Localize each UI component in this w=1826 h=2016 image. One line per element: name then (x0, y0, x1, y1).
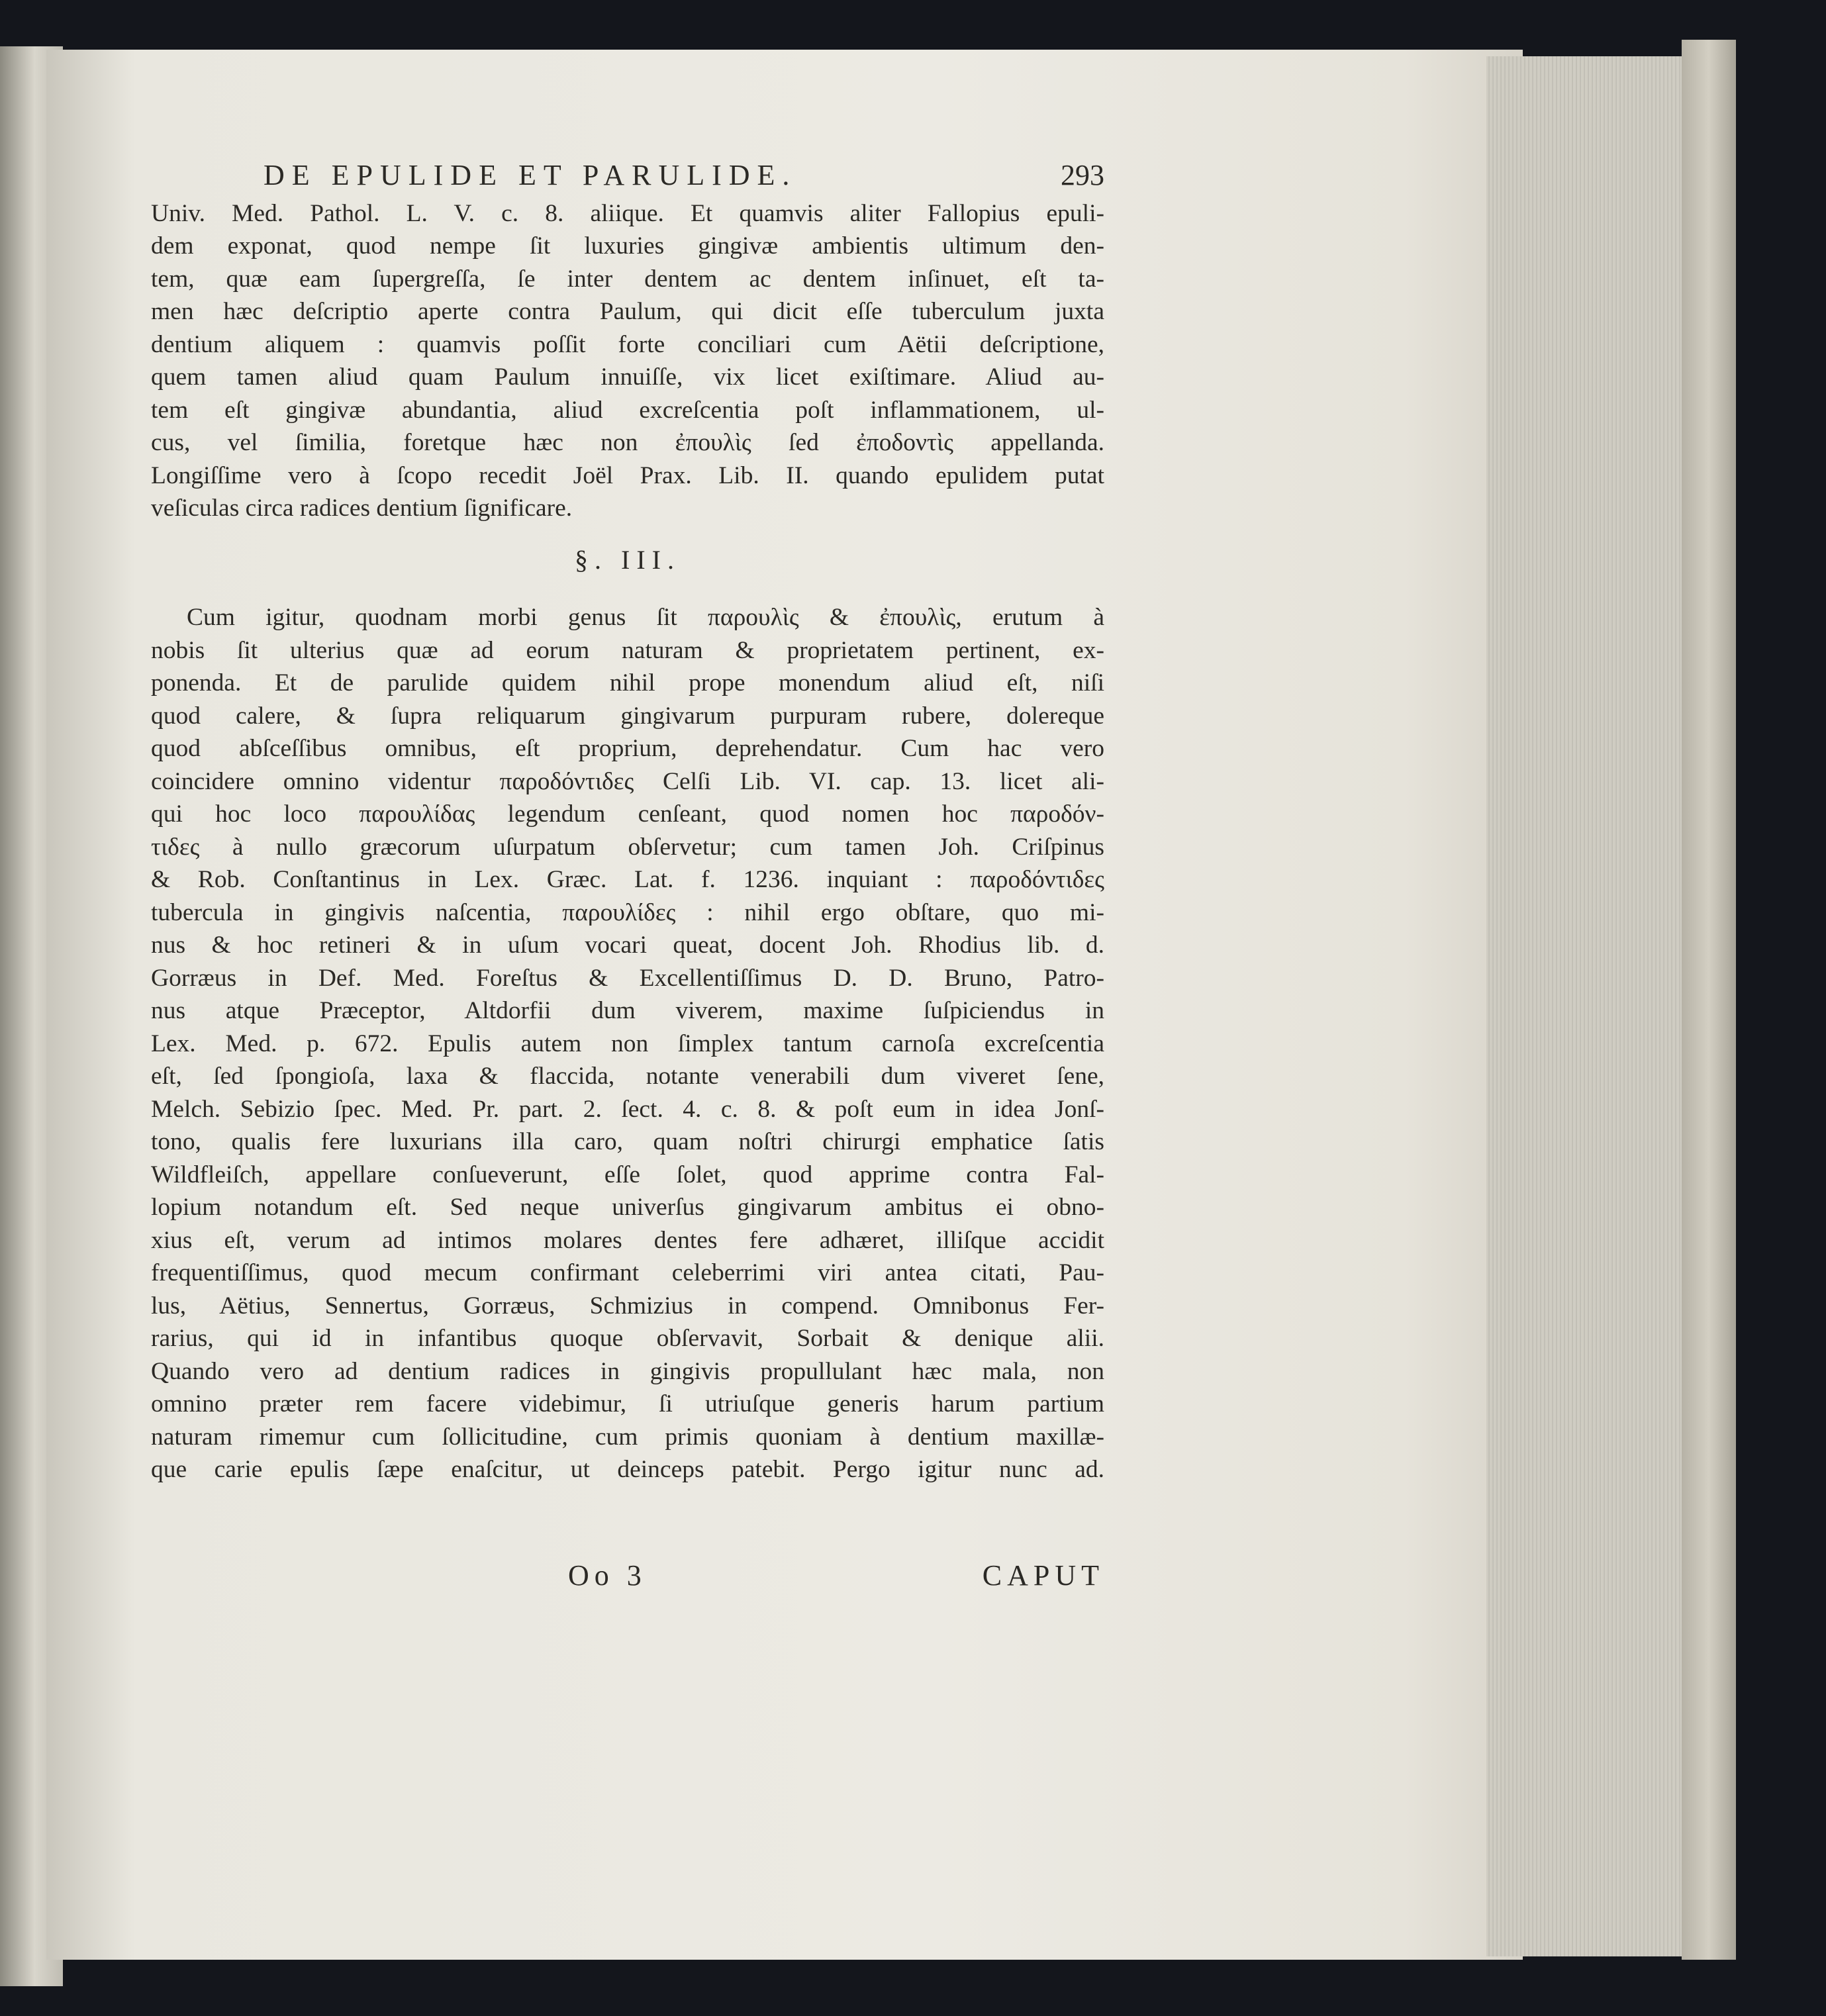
text-line: omnino præter rem facere videbimur, ſi utriuſque generis harum partium (151, 1390, 1104, 1417)
text-line: quem tamen aliud quam Paulum innuiſſe, vix licet exiſtimare. Aliud au- (151, 363, 1104, 391)
text-line: Gorræus in Def. Med. Foreſtus & Excellentiſſimus D. D. Bruno, Patro- (151, 964, 1104, 992)
text-line: Melch. Sebizio ſpec. Med. Pr. part. 2. ſect. 4. c. 8. & poſt eum in idea Jonſ- (151, 1095, 1104, 1123)
text-line: ponenda. Et de parulide quidem nihil prope monendum aliud eſt, niſi (151, 669, 1104, 696)
text-line: veſiculas circa radices dentium ſignificare. (151, 495, 573, 522)
page-text (151, 159, 1104, 1592)
text-line: & Rob. Conſtantinus in Lex. Græc. Lat. f. 1236. inquiant : παροδόντιδες (151, 866, 1104, 893)
text-line: tem, quæ eam ſupergreſſa, ſe inter dentem ac dentem inſinuet, eſt ta- (151, 265, 1104, 293)
text-line: dem exponat, quod nempe ſit luxuries gingivæ ambientis ultimum den- (151, 232, 1104, 260)
text-line: quod abſceſſibus omnibus, eſt proprium, deprehendatur. Cum hac vero (151, 735, 1104, 762)
text-line: coincidere omnino videntur παροδόντιδες Celſi Lib. VI. cap. 13. licet ali- (151, 767, 1104, 795)
text-line: frequentiſſimus, quod mecum confirmant celeberrimi viri antea citati, Pau- (151, 1259, 1104, 1286)
text-line: nus & hoc retineri & in uſum vocari queat, docent Joh. Rhodius lib. d. (151, 932, 1104, 959)
text-line: quod calere, & ſupra reliquarum gingivarum purpuram rubere, dolereque (151, 702, 1104, 730)
text-line: tem eſt gingivæ abundantia, aliud excreſcentia poſt inflammationem, ul- (151, 396, 1104, 424)
text-line: Univ. Med. Pathol. L. V. c. 8. aliique. Et quamvis aliter Fallopius epuli- (151, 199, 1104, 227)
text-line: tubercula in gingivis naſcentia, παρουλίδες : nihil ergo obſtare, quo mi- (151, 898, 1104, 926)
text-line: dentium aliquem : quamvis poſſit forte conciliari cum Aëtii deſcriptione, (151, 330, 1104, 358)
signature-mark: Oo 3 (568, 1559, 647, 1592)
text-line: qui hoc loco παρουλίδας legendum cenſeant, quod nomen hoc παροδόν- (151, 800, 1104, 828)
text-line: Wildfleiſch, appellare conſueverunt, eſſe ſolet, quod apprime contra Fal- (151, 1161, 1104, 1188)
text-line: que carie epulis ſæpe enaſcitur, ut deinceps patebit. Pergo igitur nunc ad. (151, 1456, 1104, 1483)
page-number: 293 (1061, 159, 1104, 191)
text-line: lopium notandum eſt. Sed neque univerſus gingivarum ambitus ei obno- (151, 1194, 1104, 1221)
page-footer (151, 1559, 1104, 1592)
catchword: CAPUT (982, 1559, 1104, 1592)
running-head: DE EPULIDE ET PARULIDE. (264, 159, 797, 191)
text-line: Cum igitur, quodnam morbi genus ſit παρουλὶς & ἐπουλὶς, erutum à (187, 604, 1104, 631)
section-heading: §. III. (575, 544, 681, 575)
text-line: nus atque Præceptor, Altdorfii dum viverem, maxime ſuſpiciendus in (151, 997, 1104, 1024)
text-line: rarius, qui id in infantibus quoque obſervavit, Sorbait & denique alii. (151, 1325, 1104, 1352)
text-line: lus, Aëtius, Sennertus, Gorræus, Schmizius in compend. Omnibonus Fer- (151, 1292, 1104, 1320)
text-line: men hæc deſcriptio aperte contra Paulum, qui dicit eſſe tuberculum juxta (151, 298, 1104, 325)
text-line: nobis ſit ulterius quæ ad eorum naturam & proprietatem pertinent, ex- (151, 636, 1104, 664)
text-line: cus, vel ſimilia, foretque hæc non ἐπουλὶς ſed ἐποδοντὶς appellanda. (151, 429, 1104, 456)
text-line: naturam rimemur cum ſollicitudine, cum primis quoniam à dentium maxillæ- (151, 1423, 1104, 1451)
text-line: τιδες à nullo græcorum uſurpatum obſervetur; cum tamen Joh. Criſpinus (151, 833, 1104, 861)
paragraph-2 (151, 601, 1104, 1486)
paragraph-1 (151, 197, 1104, 525)
text-line: Quando vero ad dentium radices in gingivis propullulant hæc mala, non (151, 1357, 1104, 1385)
text-line: tono, qualis fere luxurians illa caro, quam noſtri chirurgi emphatice ſatis (151, 1128, 1104, 1155)
text-line: Lex. Med. p. 672. Epulis autem non ſimplex tantum carnoſa excreſcentia (151, 1030, 1104, 1057)
text-line: Longiſſime vero à ſcopo recedit Joël Prax. Lib. II. quando epulidem putat (151, 461, 1104, 489)
text-line: xius eſt, verum ad intimos molares dentes fere adhæret, illiſque accidit (151, 1226, 1104, 1254)
page-header (151, 159, 1104, 192)
book-cover-edge (1682, 40, 1736, 1960)
text-line: eſt, ſed ſpongioſa, laxa & flaccida, notante venerabili dum viveret ſene, (151, 1063, 1104, 1090)
page-block-edges (1486, 56, 1685, 1956)
